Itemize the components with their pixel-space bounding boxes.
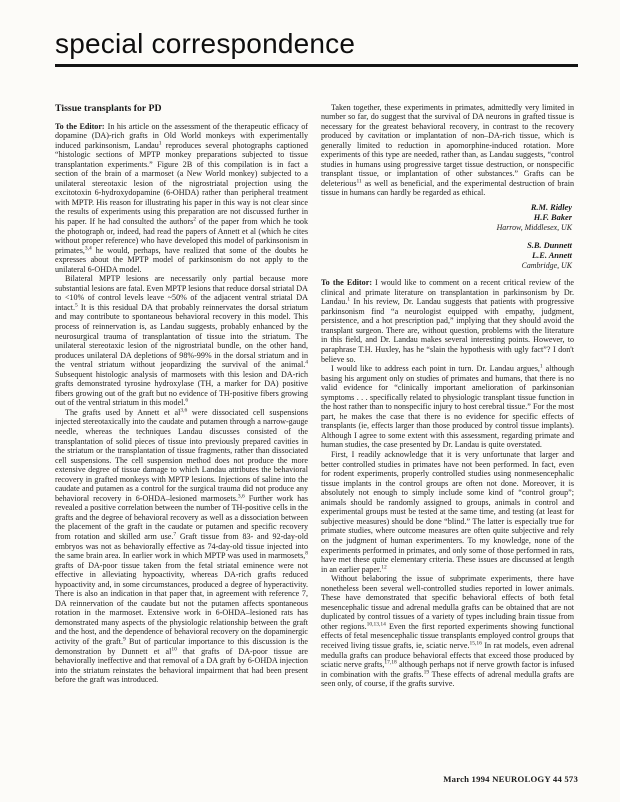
paragraph-text: Without belaboring the issue of subprimate experiments, there have nonetheless been several well-controlled studies reported in lower animals. These have demonstrated that specific behavioral effects of both fetal mesencephalic tissue and adrenal medulla grafts can be obtained that are not duplicated by control tissues of a variety of types including brain tissue from other regions.$^{10,13,14}$ Even the first reported experiments showing functional effects of fetal mesencephalic tissue transplants employed control groups that received living tissue grafts, ie, sciatic nerve.$^{15,16}$ In rat models, even adrenal medulla grafts can produce behavioral effects that exceed those produced by sciatic nerve grafts,$^{17,18}$ although perhaps not if nerve growth factor is infused in combination with the grafts.$^{19}$ These effects of adrenal medulla grafts are seen only, of course, if the grafts survive. [321, 574, 574, 689]
paragraph-text: In his article on the assessment of the therapeutic efficacy of dopamine (DA)-rich grafts in Old World monkeys with experimentally induced parkinsonism, Landau$^1$ reproduces several photographs captioned “histologic sections of MPTP monkey preparations subjected to tissue transplantation experiments.” Figure 2B of this compilation is in fact a section of the brain of a marmoset (a New World monkey) subjected to a unilateral stereotaxic lesion of the nigrostriatal projection using the excitotoxin 6-hydroxydopamine (6-OHDA) rather than peripheral treatment with MPTP. His reason for illustrating his paper in this way is not clear since the results of experiments using this preparation are not discussed further in his paper. If he had consulted the authors$^2$ of the paper from which he took the photograph or, indeed, had read the papers of Annett et al (which he cites without proper reference) who have developed this model of parkinsonism in primates,$^{3,4}$ he would, perhaps, have realized that some of the doubts he expresses about the MPTP model of parkinsonism do not apply to the unilateral 6-OHDA model. [55, 121, 309, 274]
signature-name: R.M. Ridley [530, 202, 572, 212]
paragraph-text: Bilateral MPTP lesions are necessarily only partial because more substantial lesions are fatal. Even MPTP lesions that reduce dorsal striatal DA to <10% of control levels leave ~50% of the adjacent ventral striatal DA intact.$^5$ It is this residual DA that probably reinnervates the dorsal striatum and may contribute to spontaneous behavioral recovery in this model. This process of reinnervation is, as Landau suggests, probably enhanced by the neurosurgical trauma of transplantation of tissue into the striatum. The unilateral stereotaxic lesion of the nigrostriatal bundle, on the other hand, produces unilateral DA depletions of 98%-99% in the dorsal striatum and in the ventral striatum without jeopardizing the survival of the animal.$^4$ Subsequent histologic analysis of marmosets with this lesion and DA-rich grafts demonstrated tyrosine hydroxylase (TH, a marker for DA) positive fibers growing out of the graft but no evidence of TH-positive fibers growing out of the ventral striatum in this model.$^6$ [55, 274, 308, 408]
letter-heading: Tissue transplants for PD [55, 102, 162, 114]
paragraph [55, 274, 308, 408]
paragraph [55, 122, 308, 275]
signature-block [321, 241, 572, 272]
paragraph [321, 278, 574, 364]
signature-name: S.B. Dunnett [527, 240, 572, 250]
paragraph-text: I would like to comment on a recent critical review of the clinical and primate literature on transplantation in parkinsonism by Dr. Landau.$^1$ In his review, Dr. Landau suggests that patients with progressive parkinsonism find “a neurologist equipped with empathy, judgment, persistence, and a hot prescription pad,” implying that they should avoid the transplant surgeon. There are, without question, problems with the literature in this field, and Dr. Landau makes several interesting points. However, to paraphrase T.H. Huxley, has he “slain the hypothesis with ugly fact”? I don't believe so. [321, 278, 575, 364]
header-rule [55, 64, 578, 67]
two-column-body [55, 103, 578, 689]
paragraph [321, 103, 574, 198]
paragraph [321, 450, 574, 574]
paragraph [321, 364, 574, 450]
signature-location: Cambridge, UK [521, 260, 572, 270]
paragraph [321, 574, 574, 689]
signature-name: H.F. Baker [533, 213, 572, 223]
page-title: special correspondence [55, 28, 356, 59]
left-column [55, 103, 308, 689]
paragraph [55, 408, 308, 685]
right-column [321, 103, 574, 689]
to-the-editor-lead: To the Editor: [321, 278, 373, 288]
paragraph-text: First, I readily acknowledge that it is very unfortunate that larger and better controlled studies in primates have not been performed. In fact, even for rodent experiments, properly controlled studies using nonmesencephalic tissue implants in the control groups are often not done. Moreover, it is absolutely not enough to simply include some kind of “control group”; animals should be randomly assigned to groups, animals in control and experimental groups must be tested at the same time, and testing (at least for subjective measures) should be done “blind.” The latter is especially true for primate studies, where outcome measures are often quite subjective and rely on the judgment of human experimenters. To my knowledge, none of the experiments performed in primates, and only some of those performed in rats, have met these quite elementary criteria. These issues are discussed at length in an earlier paper.$^{12}$ [321, 450, 574, 574]
paragraph-text: I would like to address each point in turn. Dr. Landau argues,$^1$ although basing his argument only on studies of primates and humans, that there is no valid evidence for “clinically important amelioration of parkinsonian symptoms . . . specifically related to physiologic transplant tissue function in the host rather than to nonspecific injury to host cerebral tissue.” For the most part, he makes the case that there is no evidence for specific effects of transplants (ie, effects larger than those produced by control tissue implants). Although I agree to some extent with this assessment, regarding primate and human studies, the case presented by Dr. Landau is quite overstated. [321, 363, 574, 450]
signature-block [321, 203, 572, 234]
signature-name: L.E. Annett [532, 250, 572, 260]
page-footer: March 1994 NEUROLOGY 44 573 [443, 774, 578, 784]
signature-location: Harrow, Middlesex, UK [496, 223, 572, 233]
paragraph-text: The grafts used by Annett et al$^{3,6}$ were dissociated cell suspensions injected stereotaxically into the caudate and putamen through a narrow-gauge needle, whereas the techniques Landau discusses consisted of the transplantation of solid pieces of tissue into previously prepared cavities in the striatum or the transplantation of tissue fragments, rather than dissociated cell suspensions. The cell suspension method does not produce the more extensive degree of tissue damage to which Landau attributes the behavioral recovery in grafted monkeys with MPTP lesions. Injections of saline into the caudate and putamen as a control for the surgical trauma did not produce any behavioral recovery in 6-OHDA–lesioned marmosets.$^{3,6}$ Further work has revealed a positive correlation between the number of TH-positive cells in the grafts and the degree of behavioral recovery as well as a dissociation between the placement of the graft in the caudate or putamen and specific recovery from rotation and skilled arm use.$^7$ Graft tissue from 83- and 92-day-old embryos was not as behaviorally effective as 74-day-old tissue injected into the same brain area. In earlier work in which MPTP was used in marmosets,$^8$ grafts of DA-poor tissue taken from the fetal striatal eminence were not effective in alleviating hypoactivity, whereas DA-rich grafts reduced hypoactivity and, in some circumstances, produced a degree of hyperactivity. There is also an indication in that paper that, in agreement with reference 7, DA reinnervation of the caudate but not the putamen affects spontaneous rotation in the marmoset. Extensive work in 6-OHDA–lesioned rats has demonstrated many aspects of the physiologic relationship between the graft and the host, and the dependence of behavioral recovery on the dopaminergic activity of the graft.$^9$ But of particular importance to this discussion is the demonstration by Dunnett et $al^{10}$ that grafts of DA-poor tissue are behaviorally ineffective and that removal of a DA graft by 6-OHDA injection into the striatum reinstates the behavioral impairment that had been present before the graft was introduced. [55, 407, 308, 685]
paragraph-text: Taken together, these experiments in primates, admittedly very limited in number so far, do suggest that the survival of DA neurons in grafted tissue is necessary for the greatest behavioral recovery, in contrast to the recovery produced by cavitation or implantation of non–DA-rich tissue, which is generally limited to reduction in apomorphine-induced rotation. More experiments of this type are needed, rather than, as Landau suggests, “control studies in humans using progressive target tissue destruction, or nonspecific transplant tissue, or implantation of other substances.” Grafts can be deleterious$^{11}$ as well as beneficial, and the experimental destruction of brain tissue in humans can hardly be regarded as ethical. [321, 102, 574, 198]
to-the-editor-lead: To the Editor: [55, 121, 105, 131]
